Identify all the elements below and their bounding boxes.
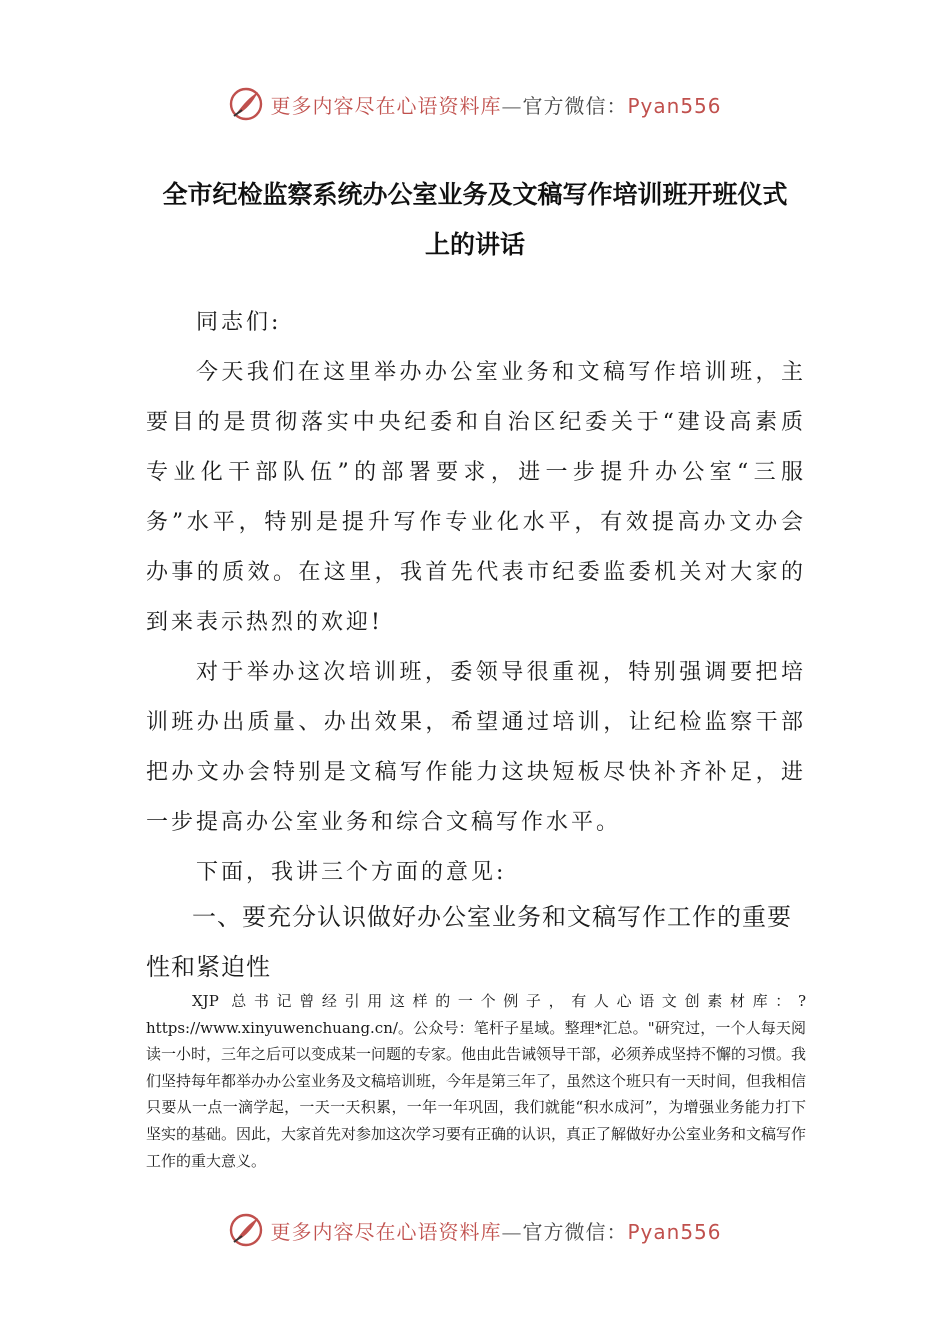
footer-banner (0, 1210, 950, 1250)
section-heading: 一、要充分认识做好办公室业务和文稿写作工作的重要性和紧迫性 (146, 903, 792, 981)
title-line-2: 上的讲话 (424, 230, 525, 259)
quill-logo-icon (228, 1212, 264, 1248)
small-paragraph: XJP 总书记曾经引用这样的一个例子，有人心语文创素材库：?https://www.xinyuwenchuang.cn/。公众号：笔杆子星域。整理*汇总。"研究过，一个人每天阅读一小时，三年之后可以变成某一问题的专家。他由此告诫领导干部，必须养成坚持不懈的习惯。我们坚持每年都举办办公室业务及文稿培训班，今年是第三年了，虽然这个班只有一天时间，但我相信只要从一点一滴学起，一天一天积累，一年一年巩固，我们就能“积水成河”，为增强业务能力打下坚实的基础。因此，大家首先对参加这次学习要有正确的认识，真正了解做好办公室业务和文稿写作工作的重大意义。 (146, 992, 807, 1170)
paragraph: 今天我们在这里举办办公室业务和文稿写作培训班，主要目的是贯彻落实中央纪委和自治区纪委关于“建设高素质专业化干部队伍”的部署要求，进一步提升办公室“三服务”水平，特别是提升写作专业化水平，有效提高办文办会办事的质效。在这里，我首先代表市纪委监委机关对大家的到来表示热烈的欢迎! (146, 360, 806, 635)
quill-logo-icon (228, 86, 264, 122)
paragraph: 对于举办这次培训班，委领导很重视，特别强调要把培训班办出质量、办出效果，希望通过培训，让纪检监察干部把办文办会特别是文稿写作能力这块短板尽快补齐补足，进一步提高办公室业务和综合文稿写作水平。 (146, 660, 806, 835)
banner-text: 更多内容尽在心语资料库—官方微信：Pyan556 (270, 1219, 722, 1244)
header-banner (0, 84, 950, 124)
speech-body (146, 298, 806, 898)
document-title (120, 170, 830, 270)
salutation: 同志们: (196, 310, 282, 335)
paragraph: 下面，我讲三个方面的意见: (196, 860, 507, 885)
banner-text: 更多内容尽在心语资料库—官方微信：Pyan556 (270, 93, 722, 118)
title-line-1: 全市纪检监察系统办公室业务及文稿写作培训班开班仪式 (162, 180, 788, 209)
